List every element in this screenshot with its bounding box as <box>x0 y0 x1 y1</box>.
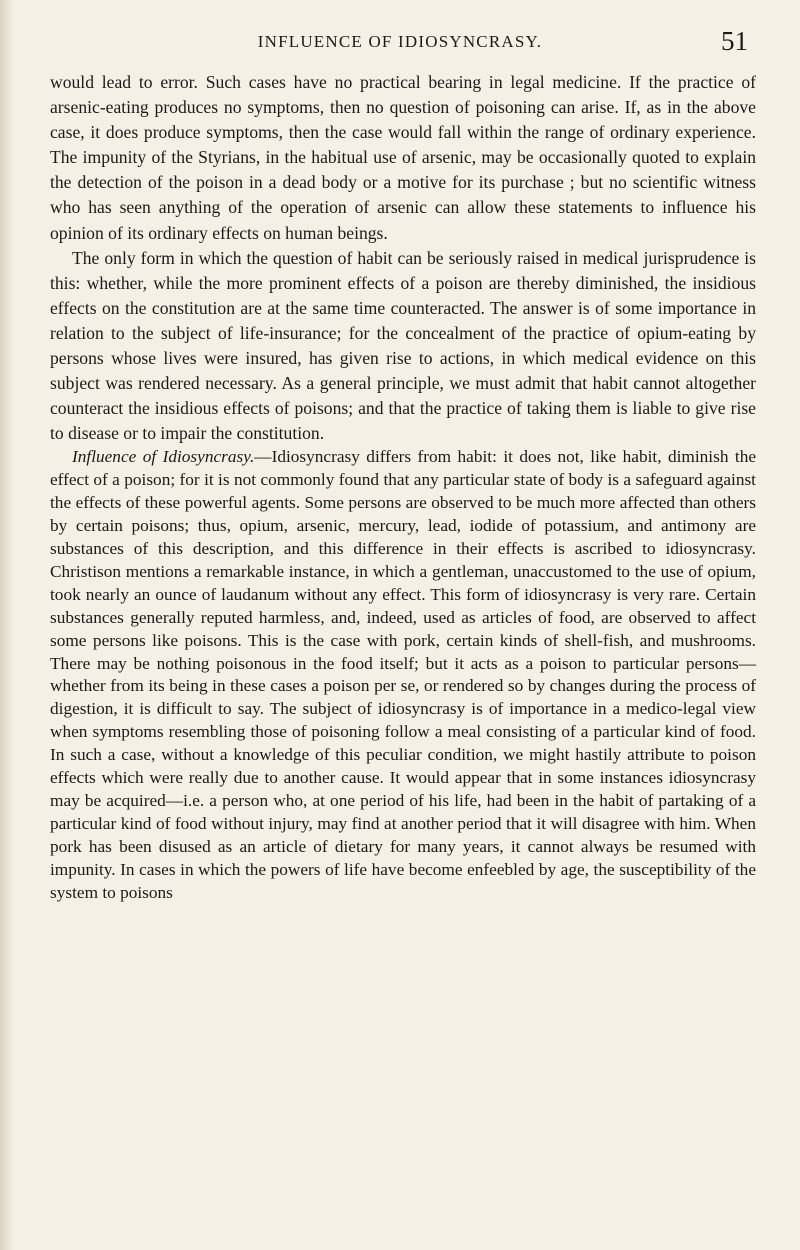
page-gutter-shadow <box>0 0 14 1250</box>
paragraph-idiosyncrasy <box>50 446 756 904</box>
running-head <box>0 26 800 66</box>
paragraph-idiosyncrasy-text: —Idiosyncrasy differs from habit: it does not, like habit, diminish the effect of a poison; for it is not commonly found that any particular state of body is a safeguard against the effects of these powerful agents. Some persons are observed to be much more affected than others by certain poisons; thus, opium, arsenic, mercury, lead, iodide of potassium, and antimony are substances of this description, and this difference in their effects is ascribed to idiosyncrasy. Christison mentions a remarkable instance, in which a gentleman, unaccustomed to the use of opium, took nearly an ounce of laudanum without any effect. This form of idiosyncrasy is very rare. Certain substances generally reputed harmless, and, indeed, used as articles of food, are observed to affect some persons like poisons. This is the case with pork, certain kinds of shell-fish, and mushrooms. There may be nothing poisonous in the food itself; but it acts as a poison to particular persons—whether from its being in these cases a poison per se, or rendered so by changes during the process of digestion, it is difficult to say. The subject of idiosyncrasy is of importance in a medico-legal view when symptoms resembling those of poisoning follow a meal consisting of a particular kind of food. In such a case, without a knowledge of this peculiar condition, we might hastily attribute to poison effects which were really due to another cause. It would appear that in some instances idiosyncrasy may be acquired—i.e. a person who, at one period of his life, had been in the habit of partaking of a particular kind of food without injury, may find at another period that it will disagree with him. When pork has been disused as an article of dietary for many years, it cannot always be resumed with impunity. In cases in which the powers of life have become enfeebled by age, the susceptibility of the system to poisons <box>50 447 757 902</box>
paragraph-continued: would lead to error. Such cases have no practical bearing in legal medicine. If the practice of arsenic-eating produces no symptoms, then no question of poisoning can arise. If, as in the above case, it does produce symptoms, then the case would fall within the range of ordinary experience. The impunity of the Styrians, in the habitual use of arsenic, may be occasionally quoted to explain the detection of the poison in a dead body or a motive for its purchase ; but no scientific witness who has seen anything of the operation of arsenic can allow these statements to influence his opinion of its ordinary effects on human beings. <box>50 72 756 243</box>
body-text <box>50 70 756 905</box>
section-heading-idiosyncrasy: Influence of Idiosyncrasy. <box>72 447 255 467</box>
paragraph-habit-jurisprudence: The only form in which the question of habit can be seriously raised in medical jurisprudence is this: whether, while the more prominent effects of a poison are thereby diminished, the insidious effects on the constitution are at the same time counteracted. The answer is of some importance in relation to the subject of life-insurance; for the concealment of the practice of opium-eating by persons whose lives were insured, has given rise to actions, in which medical evidence on this subject was rendered necessary. As a general principle, we must admit that habit cannot altogether counteract the insidious effects of poisons; and that the practice of taking them is liable to give rise to disease or to impair the constitution. <box>50 247 756 444</box>
running-title: INFLUENCE OF IDIOSYNCRASY. <box>257 32 543 51</box>
page-number: 51 <box>721 26 748 56</box>
